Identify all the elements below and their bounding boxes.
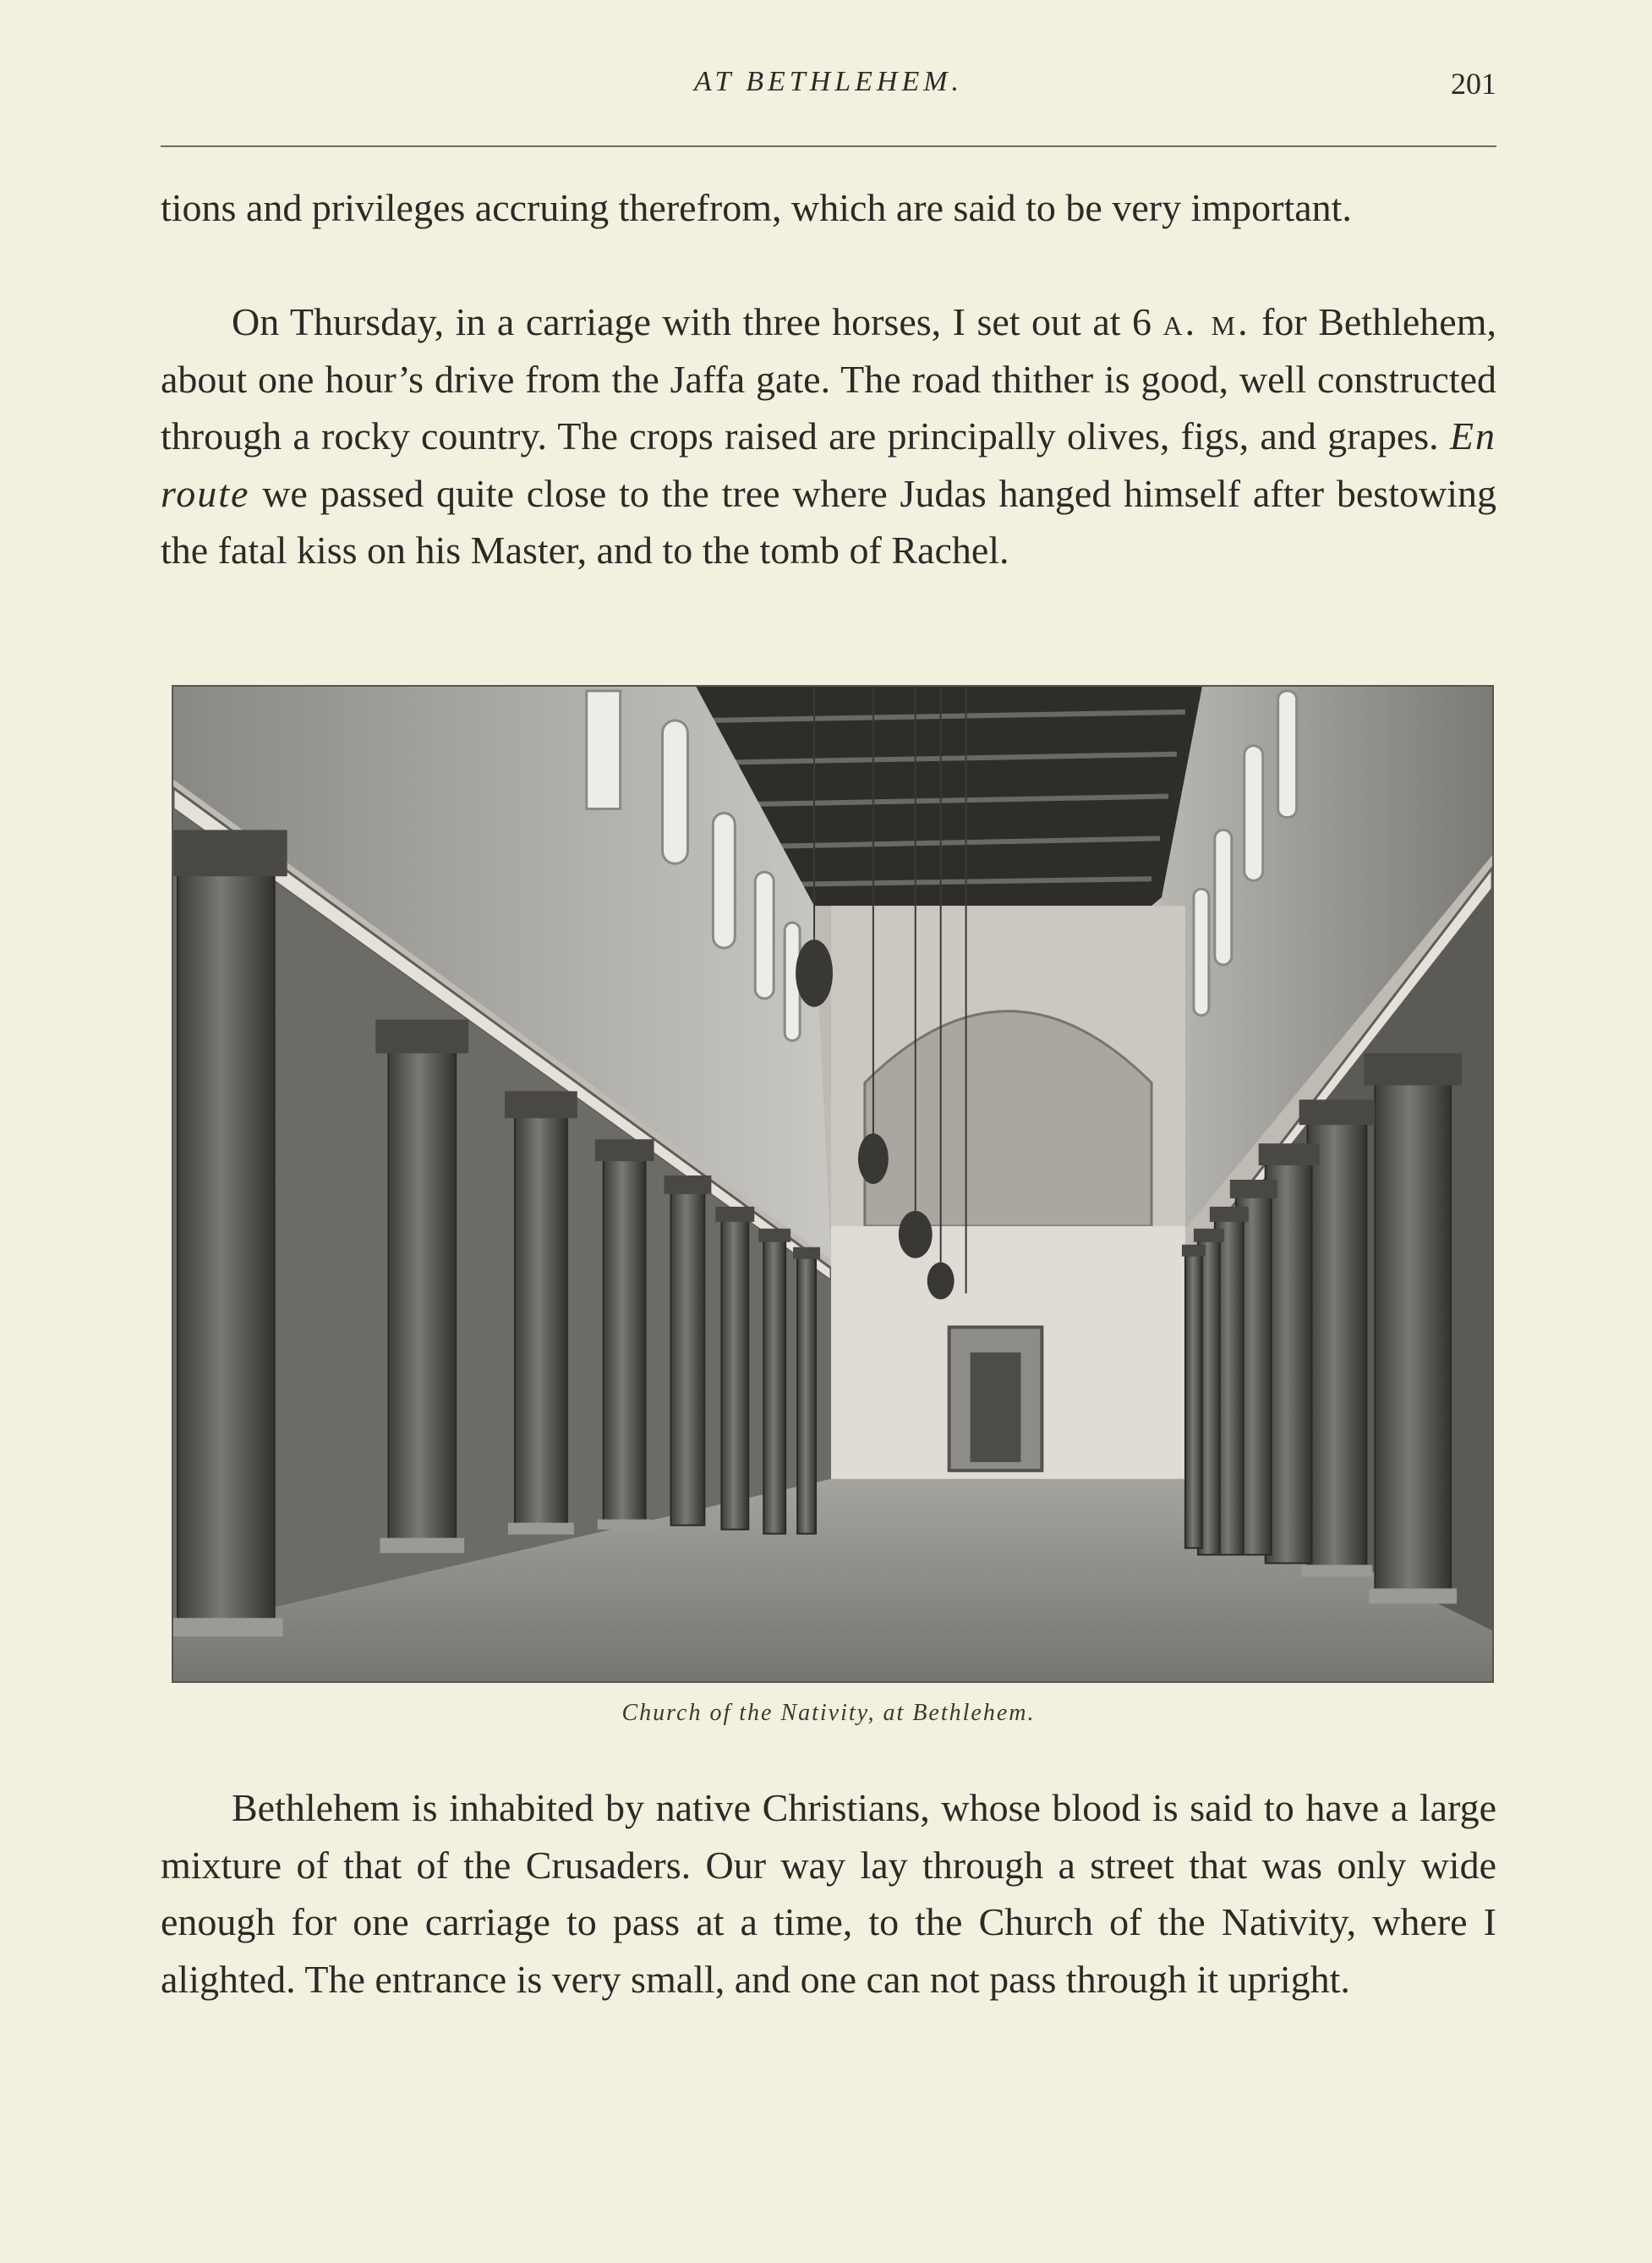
paragraph-bethlehem: [161, 1779, 1496, 2008]
paragraph-text: for Bethlehem, about one hour’s drive from the Jaffa gate. The road thither is good, well constructed through a rocky country. The crops raised are principally olives, figs, and grapes.: [161, 300, 1496, 458]
italic-phrase: En route: [161, 414, 1496, 515]
figure-caption: Church of the Nativity, at Bethlehem.: [621, 1700, 1036, 1726]
paragraph-text: Bethlehem is inhabited by native Christians, whose blood is said to have a large mixture of that of the Crusaders. Our way lay through a street that was only wide enough for one carriage to pass at a time, to the Church of the Nativity, where I alighted. The entrance is very small, and one can not pass through it upright.: [161, 1786, 1496, 2001]
church-nave-engraving: [173, 687, 1492, 1681]
running-title: AT BETHLEHEM.: [693, 66, 964, 97]
page-number: 201: [1451, 67, 1496, 101]
paragraph-journey: [161, 293, 1496, 579]
running-head: [161, 66, 1496, 117]
paragraph-continued: [161, 179, 1496, 237]
paragraph-text: On Thursday, in a carriage with three horses, I set out at 6: [232, 300, 1163, 343]
header-rule: [161, 145, 1496, 147]
paragraph-text: tions and privileges accruing therefrom, which are said to be very important.: [161, 186, 1352, 229]
paragraph-text: we passed quite close to the tree where Judas hanged himself after bestowing the fatal kiss on his Master, and to the tomb of Rachel.: [161, 471, 1496, 573]
time-abbreviation: a. m.: [1162, 300, 1250, 343]
church-interior-illustration: [172, 685, 1494, 1683]
